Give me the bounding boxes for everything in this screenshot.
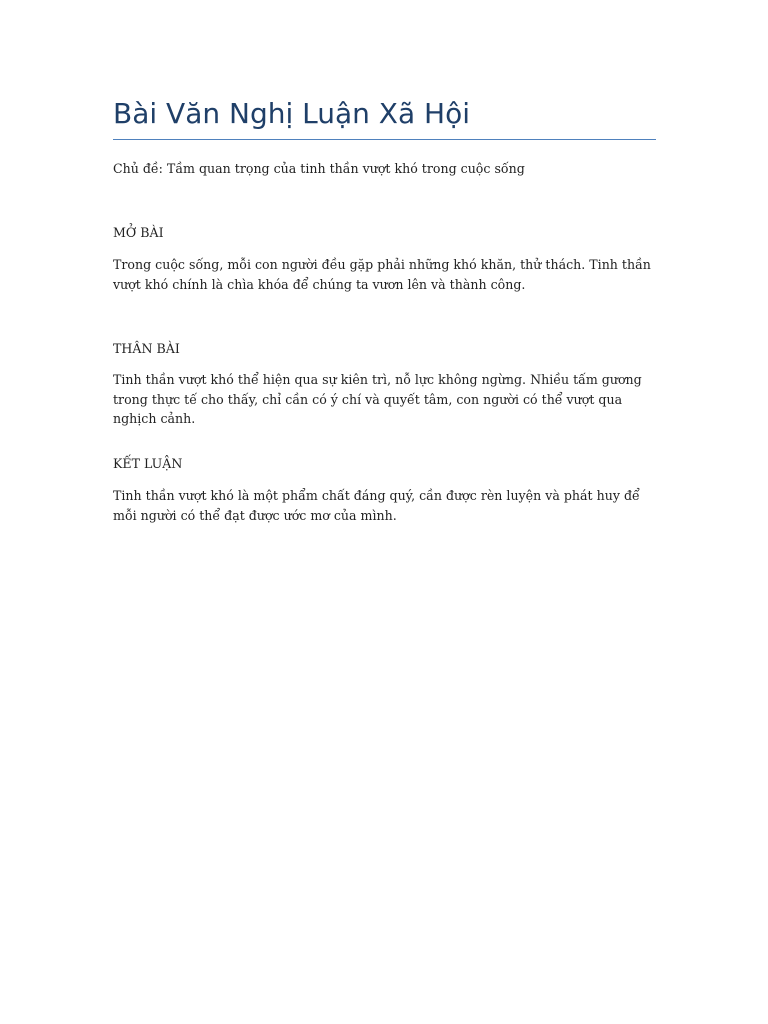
section-heading-body: THÂN BÀI xyxy=(113,341,180,356)
section-paragraph-body: Tinh thần vượt khó thể hiện qua sự kiên trì, nỗ lực không ngừng. Nhiều tấm gương trong thực tế cho thấy, chỉ cần có ý chí và quyết tâm, con người có thể vượt qua nghịch cảnh. xyxy=(113,372,642,426)
section-paragraph-introduction: Trong cuộc sống, mỗi con người đều gặp phải những khó khăn, thử thách. Tinh thần vượt khó chính là chìa khóa để chúng ta vươn lên và thành công. xyxy=(113,257,651,292)
section-paragraph-conclusion: Tinh thần vượt khó là một phẩm chất đáng quý, cần được rèn luyện và phát huy để mỗi người có thể đạt được ước mơ của mình. xyxy=(113,488,640,523)
title-divider xyxy=(113,139,656,140)
document-title: Bài Văn Nghị Luận Xã Hội xyxy=(113,97,471,130)
document-subtitle: Chủ đề: Tầm quan trọng của tinh thần vượt khó trong cuộc sống xyxy=(113,161,525,176)
section-heading-introduction: MỞ BÀI xyxy=(113,225,164,240)
section-heading-conclusion: KẾT LUẬN xyxy=(113,456,183,471)
